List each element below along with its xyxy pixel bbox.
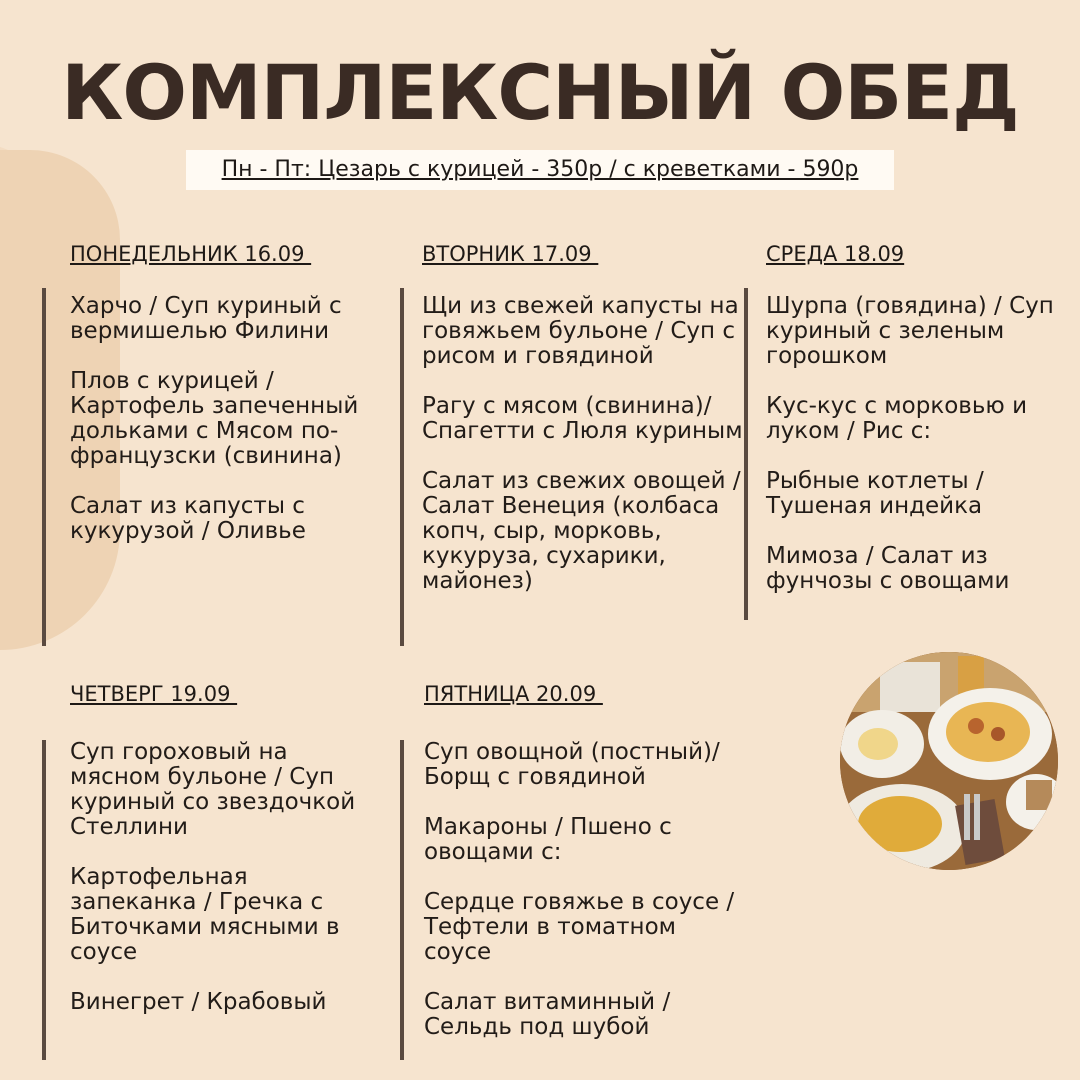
dish-item: Суп гороховый на мясном бульоне / Суп куриный со звездочкой Стеллини bbox=[70, 739, 356, 840]
day-tuesday bbox=[422, 242, 598, 266]
menu-thursday bbox=[42, 740, 376, 1060]
dish-item: Суп овощной (постный)/ Борщ с говядиной bbox=[424, 739, 720, 790]
menu-friday bbox=[400, 740, 740, 1060]
dish-item: Картофельная запеканка / Гречка с Биточками мясными в соусе bbox=[70, 864, 340, 965]
dish-item: Мимоза / Салат из фунчозы с овощами bbox=[766, 543, 1010, 594]
dish-item: Сердце говяжье в соусе / Тефтели в томатном соусе bbox=[424, 889, 735, 965]
dish-item: Салат из свежих овощей / Салат Венеция (колбаса копч, сыр, морковь, кукуруза, сухарики, майонез) bbox=[422, 468, 741, 594]
day-title: ВТОРНИК 17.09 bbox=[422, 242, 599, 266]
day-wednesday bbox=[766, 242, 904, 266]
dish-item: Винегрет / Крабовый bbox=[70, 989, 327, 1015]
dish-item: Шурпа (говядина) / Суп куриный с зеленым горошком bbox=[766, 293, 1054, 369]
price-subtitle: Пн - Пт: Цезарь с курицей - 350р / с креветками - 590р bbox=[186, 150, 894, 190]
food-photo-illustration bbox=[840, 652, 1058, 870]
dish-item: Щи из свежей капусты на говяжьем бульоне / Суп с рисом и говядиной bbox=[422, 293, 739, 369]
dish-item: Кус-кус с морковью и луком / Рис с: bbox=[766, 393, 1028, 444]
day-title: СРЕДА 18.09 bbox=[766, 242, 905, 266]
day-title: ЧЕТВЕРГ 19.09 bbox=[70, 682, 238, 706]
dish-item: Рагу с мясом (свинина)/ Спагетти с Люля куриным bbox=[422, 393, 743, 444]
dish-item: Харчо / Суп куриный с вермишелью Филини bbox=[70, 293, 342, 344]
page-title: КОМПЛЕКСНЫЙ ОБЕД bbox=[61, 48, 1019, 137]
dish-item: Рыбные котлеты / Тушеная индейка bbox=[766, 468, 984, 519]
dish-item: Макароны / Пшено с овощами с: bbox=[424, 814, 672, 865]
dish-item: Салат из капусты с кукурузой / Оливье bbox=[70, 493, 306, 544]
menu-wednesday bbox=[744, 288, 1064, 620]
dish-item: Салат витаминный / Сельдь под шубой bbox=[424, 989, 671, 1040]
menu-tuesday bbox=[400, 288, 744, 646]
food-photo bbox=[840, 652, 1058, 870]
day-title: ПОНЕДЕЛЬНИК 16.09 bbox=[70, 242, 312, 266]
day-thursday bbox=[70, 682, 237, 706]
dish-item: Плов с курицей / Картофель запеченный дольками с Мясом по-французски (свинина) bbox=[70, 368, 359, 469]
day-monday bbox=[70, 242, 311, 266]
menu-monday bbox=[42, 288, 376, 646]
day-title: ПЯТНИЦА 20.09 bbox=[424, 682, 603, 706]
day-friday bbox=[424, 682, 603, 706]
